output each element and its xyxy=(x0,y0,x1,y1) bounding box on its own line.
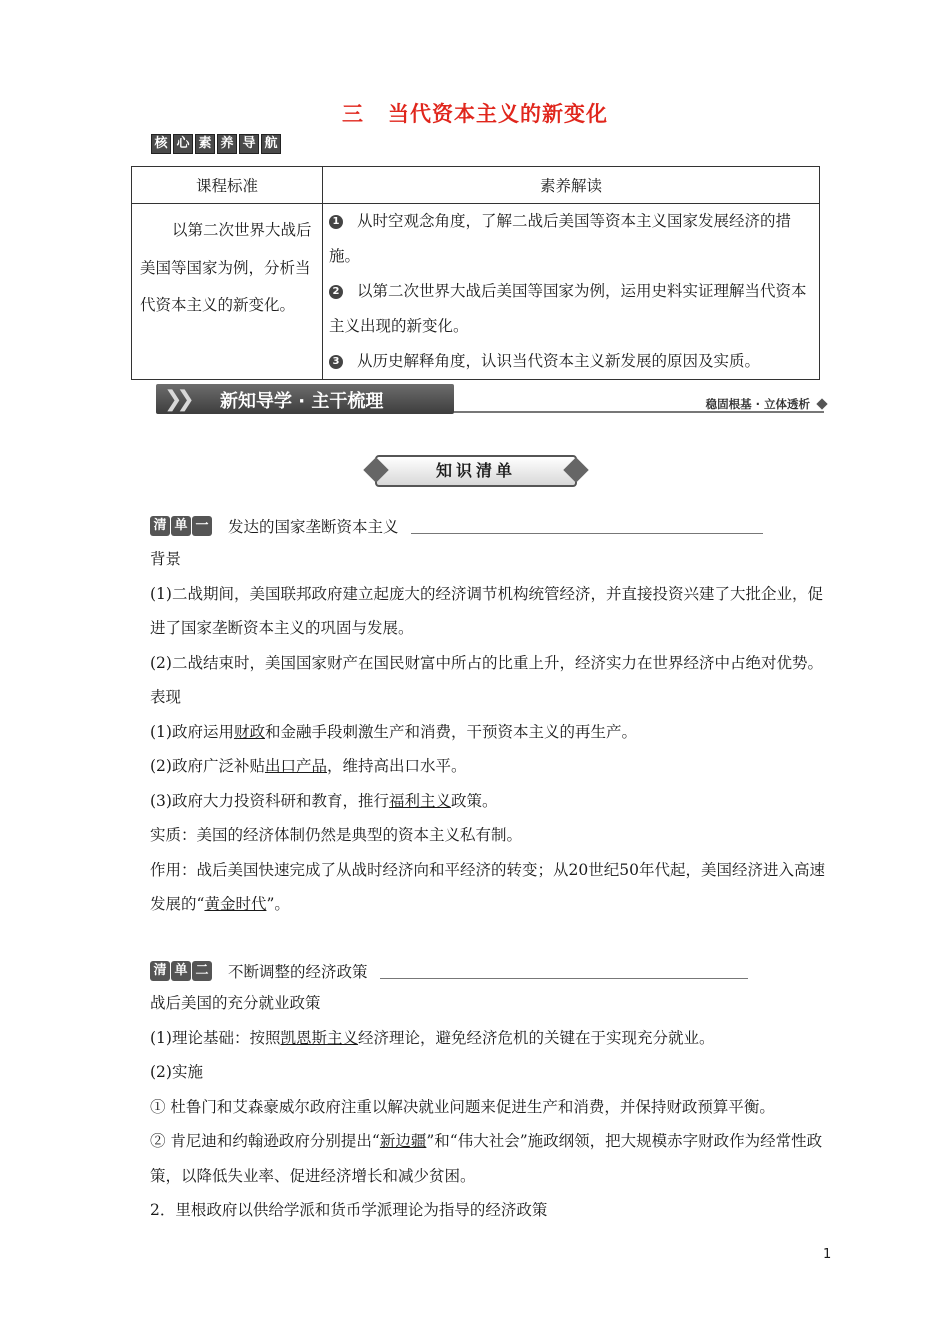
banner-title xyxy=(220,387,383,413)
diamond-icon xyxy=(816,398,827,409)
paragraph: (1)二战期间，美国联邦政府建立起庞大的经济调节机构统管经济，并直接投资兴建了大批企业，促进了国家垄断资本主义的巩固与发展。 xyxy=(150,584,823,637)
text: (1)政府运用 xyxy=(150,722,234,741)
section-2-body xyxy=(118,986,834,1228)
underlined-term: 出口产品 xyxy=(264,757,327,775)
title-text: 当代资本主义的新变化 xyxy=(388,102,608,126)
section-heading-2 xyxy=(150,960,748,982)
nav-chip-char: 心 xyxy=(173,134,193,154)
literacy-point-text: 以第二次世界大战后美国等国家为例，运用史料实证理解当代资本主义出现的新变化。 xyxy=(329,282,807,335)
core-literacy-nav-label xyxy=(151,134,281,154)
section-title: 不断调整的经济政策 xyxy=(228,963,368,981)
paragraph xyxy=(118,1021,834,1056)
paragraph: 实质：美国的经济体制仍然是典型的资本主义私有制。 xyxy=(150,826,523,844)
paragraph xyxy=(118,715,834,750)
section-heading-1 xyxy=(150,515,763,537)
paragraph: ① 杜鲁门和艾森豪威尔政府注重以解决就业问题来促进生产和消费，并保持财政预算平衡。 xyxy=(150,1097,775,1116)
text: (1)理论基础：按照 xyxy=(150,1028,281,1047)
badge-char: 一 xyxy=(192,516,212,536)
nav-chip-char: 素 xyxy=(195,134,215,154)
underlined-term: 凯恩斯主义 xyxy=(280,1028,358,1047)
curriculum-table xyxy=(131,166,820,380)
double-chevron-icon: ❯❯ xyxy=(164,387,189,412)
number-circle-icon: 2 xyxy=(329,285,343,299)
banner-right: 主干梳理 xyxy=(311,391,384,412)
header-literacy-interpretation: 素养解读 xyxy=(323,167,820,204)
paragraph xyxy=(118,1124,834,1193)
header-curriculum-standard: 课程标准 xyxy=(132,167,323,204)
literacy-point xyxy=(329,274,815,344)
subheading-manifestation: 表现 xyxy=(150,688,182,706)
literacy-point xyxy=(329,204,815,274)
knowledge-list-label: 知识清单 xyxy=(375,455,577,487)
badge-char: 单 xyxy=(171,961,191,981)
section-banner xyxy=(156,384,828,416)
text: (3)政府大力投资科研和教育，推行 xyxy=(150,791,389,810)
text: 经济理论，避免经济危机的关键在于实现充分就业。 xyxy=(357,1028,715,1047)
paragraph: 2．里根政府以供给学派和货币学派理论为指导的经济政策 xyxy=(150,1201,548,1219)
underlined-term: 财政 xyxy=(233,722,265,741)
curriculum-standard-cell xyxy=(132,204,323,380)
nav-chip-char: 导 xyxy=(239,134,259,154)
page-number: 1 xyxy=(823,1247,832,1262)
banner-left: 新知导学 xyxy=(220,391,292,412)
underlined-term: 福利主义 xyxy=(388,791,451,810)
section-1-body xyxy=(118,542,834,922)
nav-chip-char: 航 xyxy=(261,134,281,154)
text: 作用：战后美国快速完成了从战时经济向和平经济的转变；从20世纪50年代起，美国经济进入高速发展的“ xyxy=(150,860,825,913)
page-title xyxy=(0,98,950,128)
badge-char: 清 xyxy=(150,516,170,536)
badge-char: 二 xyxy=(192,961,212,981)
nav-chip-char: 核 xyxy=(151,134,171,154)
curriculum-standard-text: 以第二次世界大战后美国等国家为例，分析当代资本主义的新变化。 xyxy=(140,221,312,314)
text: ，维持高出口水平。 xyxy=(326,757,467,775)
section-rule xyxy=(411,533,763,534)
subheading-background: 背景 xyxy=(150,550,182,568)
paragraph xyxy=(118,853,834,922)
underlined-term: 黄金时代 xyxy=(204,895,267,913)
text: ② 肯尼迪和约翰逊政府分别提出“ xyxy=(150,1132,380,1150)
badge-char: 清 xyxy=(150,961,170,981)
text: 政策。 xyxy=(450,791,498,810)
text: ”。 xyxy=(266,895,290,913)
paragraph xyxy=(118,784,834,819)
number-circle-icon: 3 xyxy=(329,355,343,369)
literacy-point-text: 从时空观念角度，了解二战后美国等资本主义国家发展经济的措施。 xyxy=(329,212,792,265)
list-badge xyxy=(150,516,212,536)
banner-tag: 稳固根基 · 立体透析 xyxy=(705,397,810,411)
text: 和金融手段刺激生产和消费，干预资本主义的再生产。 xyxy=(264,722,637,741)
title-number: 三 xyxy=(342,102,364,126)
literacy-points-cell xyxy=(323,204,820,380)
badge-char: 单 xyxy=(171,516,191,536)
banner-dot: · xyxy=(298,391,306,412)
list-badge xyxy=(150,961,212,981)
subheading-employment: 战后美国的充分就业政策 xyxy=(150,994,321,1012)
section-rule xyxy=(380,978,748,979)
literacy-point-text: 从历史解释角度，认识当代资本主义新发展的原因及实质。 xyxy=(357,352,761,370)
number-circle-icon: 1 xyxy=(329,215,343,229)
underlined-term: 新边疆 xyxy=(379,1132,427,1150)
paragraph: (2)二战结束时，美国国家财产在国民财富中所占的比重上升，经济实力在世界经济中占绝对优势。 xyxy=(150,653,823,672)
section-title: 发达的国家垄断资本主义 xyxy=(228,518,399,536)
paragraph xyxy=(118,749,834,784)
literacy-point xyxy=(329,344,815,379)
text: (2)政府广泛补贴 xyxy=(150,757,265,775)
nav-chip-char: 养 xyxy=(217,134,237,154)
text: ”和“伟大社会”施政纲领，把大规模赤字财政作为经常性政策，以降低失业率、促进经济增长和减少贫困。 xyxy=(150,1132,823,1185)
paragraph: (2)实施 xyxy=(150,1063,203,1081)
